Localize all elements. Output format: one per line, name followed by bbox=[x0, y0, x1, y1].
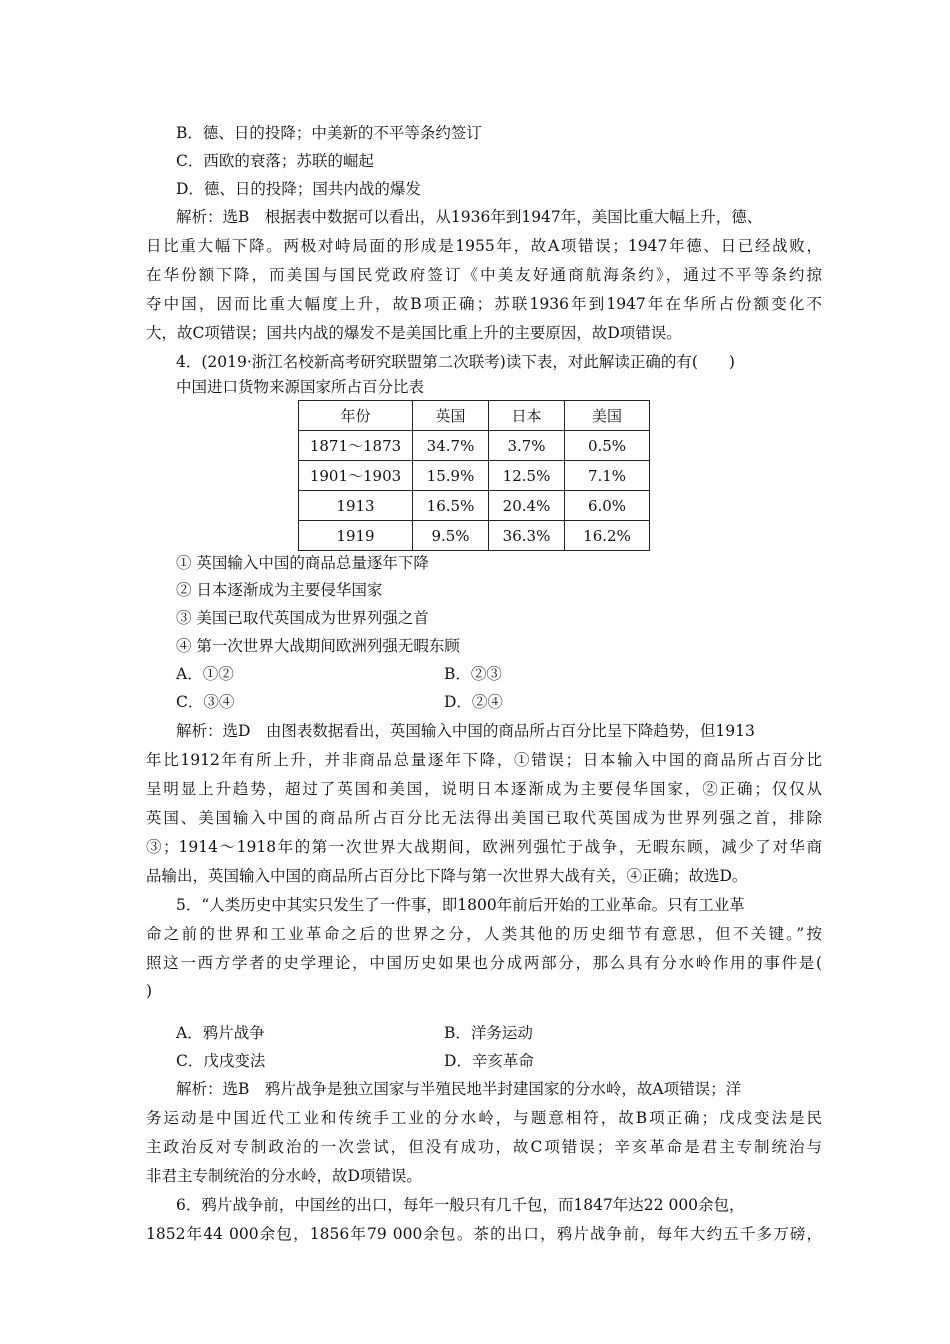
q5-stem-line: 照这一西方学者的史学理论，中国历史如果也分成两部分，那么具有分水岭作用的事件是( bbox=[146, 954, 822, 972]
q4-option-d: D．②④ bbox=[444, 693, 503, 711]
q5-option-a: A．鸦片战争 bbox=[176, 1024, 265, 1042]
q4-explanation-line: 解析：选D 由图表数据看出，英国输入中国的商品所占百分比呈下降趋势，但1913 bbox=[176, 722, 755, 740]
q5-explanation-line: 解析：选B 鸦片战争是独立国家与半殖民地半封建国家的分水岭，故A项错误；洋 bbox=[176, 1080, 742, 1098]
q3-explanation-line: 在华份额下降，而美国与国民党政府签订《中美友好通商航海条约》，通过不平等条约掠 bbox=[146, 266, 822, 284]
q4-option-a: A．①② bbox=[176, 665, 234, 683]
q6-stem-line: 6．鸦片战争前，中国丝的出口，每年一般只有几千包，而1847年达22 000余包， bbox=[176, 1196, 745, 1214]
q3-explanation-line: 日比重大幅下降。两极对峙局面的形成是1955年，故A项错误；1947年德、日已经战败， bbox=[146, 237, 822, 255]
q4-item-4: ④ 第一次世界大战期间欧洲列强无暇东顾 bbox=[176, 637, 460, 655]
q4-explanation-line: ③；1914～1918年的第一次世界大战期间，欧洲列强忙于战争，无暇东顾，减少了对华商 bbox=[146, 838, 822, 856]
table-cell: 15.9% bbox=[413, 461, 489, 491]
table-cell: 34.7% bbox=[413, 431, 489, 461]
table-header-row bbox=[299, 401, 650, 431]
table-cell: 7.1% bbox=[565, 461, 650, 491]
q5-stem-line: ) bbox=[146, 982, 153, 1000]
table-cell: 16.2% bbox=[565, 521, 650, 551]
q4-item-2: ② 日本逐渐成为主要侵华国家 bbox=[176, 581, 383, 599]
import-percentage-table bbox=[298, 400, 650, 551]
table-header-cell: 年份 bbox=[299, 401, 413, 431]
table-cell: 1919 bbox=[299, 521, 413, 551]
table-cell: 6.0% bbox=[565, 491, 650, 521]
table-row bbox=[299, 461, 650, 491]
table-row bbox=[299, 521, 650, 551]
table-cell: 1901～1903 bbox=[299, 461, 413, 491]
q4-stem: 4．(2019·浙江名校新高考研究联盟第二次联考)读下表，对此解读正确的有( ) bbox=[176, 353, 735, 371]
table-cell: 12.5% bbox=[489, 461, 565, 491]
q5-explanation-line: 主政治反对专制政治的一次尝试，但没有成功，故C项错误；辛亥革命是君主专制统治与 bbox=[146, 1138, 822, 1156]
q3-explanation-line: 解析：选B 根据表中数据可以看出，从1936年到1947年，美国比重大幅上升，德、 bbox=[176, 208, 763, 226]
q4-option-b: B．②③ bbox=[444, 665, 502, 683]
table-header-cell: 英国 bbox=[413, 401, 489, 431]
q3-explanation-line: 大，故C项错误；国共内战的爆发不是美国比重上升的主要原因，故D项错误。 bbox=[146, 324, 682, 342]
table-cell: 3.7% bbox=[489, 431, 565, 461]
q4-explanation-line: 呈明显上升趋势，超过了英国和美国，说明日本逐渐成为主要侵华国家，②正确；仅仅从 bbox=[146, 780, 822, 798]
q3-option-c: C．西欧的衰落；苏联的崛起 bbox=[176, 152, 374, 170]
table-cell: 1913 bbox=[299, 491, 413, 521]
table-cell: 1871～1873 bbox=[299, 431, 413, 461]
q4-table-title: 中国进口货物来源国家所占百分比表 bbox=[176, 378, 425, 396]
q3-option-b: B．德、日的投降；中美新的不平等条约签订 bbox=[176, 124, 482, 142]
q5-explanation-line: 非君主专制统治的分水岭，故D项错误。 bbox=[146, 1167, 422, 1185]
q6-stem-line: 1852年44 000余包，1856年79 000余包。茶的出口，鸦片战争前，每年大约五千多万磅， bbox=[146, 1225, 822, 1243]
q4-option-c: C．③④ bbox=[176, 693, 235, 711]
q4-explanation-line: 品输出，英国输入中国的商品所占百分比下降与第一次世界大战有关，④正确；故选D。 bbox=[146, 867, 748, 885]
q5-stem-line: 5．“人类历史中其实只发生了一件事，即1800年前后开始的工业革命。只有工业革 bbox=[176, 896, 745, 914]
table-row bbox=[299, 491, 650, 521]
q4-item-3: ③ 美国已取代英国成为世界列强之首 bbox=[176, 609, 429, 627]
q5-option-c: C．戊戌变法 bbox=[176, 1052, 266, 1070]
table-cell: 0.5% bbox=[565, 431, 650, 461]
table-cell: 36.3% bbox=[489, 521, 565, 551]
q4-explanation-line: 年比1912年有所上升，并非商品总量逐年下降，①错误；日本输入中国的商品所占百分比 bbox=[146, 751, 822, 769]
table-cell: 16.5% bbox=[413, 491, 489, 521]
table-cell: 9.5% bbox=[413, 521, 489, 551]
table-header-cell: 日本 bbox=[489, 401, 565, 431]
q3-explanation-line: 夺中国，因而比重大幅度上升，故B项正确；苏联1936年到1947年在华所占份额变化不 bbox=[146, 295, 822, 313]
q3-option-d: D．德、日的投降；国共内战的爆发 bbox=[176, 180, 421, 198]
q5-stem-line: 命之前的世界和工业革命之后的世界之分，人类其他的历史细节有意思，但不关键。”按 bbox=[146, 925, 822, 943]
q5-option-b: B．洋务运动 bbox=[444, 1024, 533, 1042]
table-header-cell: 美国 bbox=[565, 401, 650, 431]
table-cell: 20.4% bbox=[489, 491, 565, 521]
table-row bbox=[299, 431, 650, 461]
q4-item-1: ① 英国输入中国的商品总量逐年下降 bbox=[176, 554, 429, 572]
q4-explanation-line: 英国、美国输入中国的商品所占百分比无法得出美国已取代英国成为世界列强之首，排除 bbox=[146, 809, 822, 827]
q5-option-d: D．辛亥革命 bbox=[444, 1052, 534, 1070]
q5-explanation-line: 务运动是中国近代工业和传统手工业的分水岭，与题意相符，故B项正确；戊戌变法是民 bbox=[146, 1109, 822, 1127]
